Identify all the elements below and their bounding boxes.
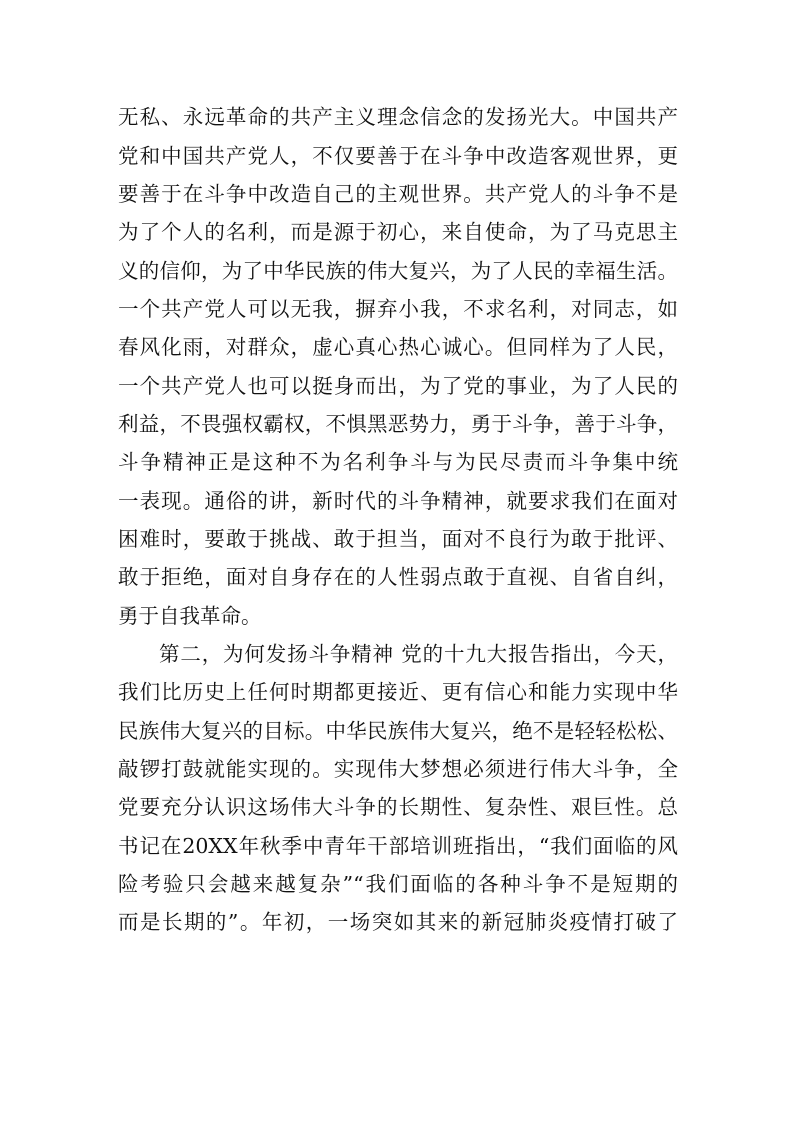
text-line: 敲锣打鼓就能实现的。实现伟大梦想必须进行伟大斗争，全 bbox=[118, 757, 678, 781]
text-line: 斗争精神正是这种不为名利争斗与为民尽责而斗争集中统 bbox=[118, 450, 678, 474]
text-line: 勇于自我革命。 bbox=[118, 604, 262, 628]
paragraph-start-line: 第二，为何发扬斗争精神 党的十九大报告指出，今天， bbox=[159, 642, 678, 666]
text-line: 利益，不畏强权霸权，不惧黑恶势力，勇于斗争，善于斗争， bbox=[118, 412, 678, 436]
text-line: 民族伟大复兴的目标。中华民族伟大复兴，绝不是轻轻松松、 bbox=[118, 719, 678, 743]
text-line: 我们比历史上任何时期都更接近、更有信心和能力实现中华 bbox=[118, 680, 678, 704]
text-line: 要善于在斗争中改造自己的主观世界。共产党人的斗争不是 bbox=[118, 182, 678, 206]
text-line: 敢于拒绝，面对自身存在的人性弱点敢于直视、自省自纠， bbox=[118, 565, 678, 589]
text-line: 无私、永远革命的共产主义理念信念的发扬光大。中国共产 bbox=[118, 105, 678, 129]
text-line: 险考验只会越来越复杂”“我们面临的各种斗争不是短期的 bbox=[118, 872, 678, 896]
text-line: 而是长期的”。年初，一场突如其来的新冠肺炎疫情打破了 bbox=[118, 910, 678, 934]
text-line: 困难时，要敢于挑战、敢于担当，面对不良行为敢于批评、 bbox=[118, 527, 678, 551]
text-line: 春风化雨，对群众，虚心真心热心诚心。但同样为了人民， bbox=[118, 335, 678, 359]
text-line: 一个共产党人可以无我，摒弃小我，不求名利，对同志，如 bbox=[118, 297, 678, 321]
text-line: 党和中国共产党人，不仅要善于在斗争中改造客观世界，更 bbox=[118, 144, 678, 168]
text-line: 为了个人的名利，而是源于初心，来自使命，为了马克思主 bbox=[118, 220, 678, 244]
text-line: 一个共产党人也可以挺身而出，为了党的事业，为了人民的 bbox=[118, 374, 678, 398]
text-line: 书记在20XX年秋季中青年干部培训班指出，“我们面临的风 bbox=[118, 834, 678, 858]
text-line: 义的信仰，为了中华民族的伟大复兴，为了人民的幸福生活。 bbox=[118, 259, 678, 283]
text-line: 党要充分认识这场伟大斗争的长期性、复杂性、艰巨性。总 bbox=[118, 795, 678, 819]
text-line: 一表现。通俗的讲，新时代的斗争精神，就要求我们在面对 bbox=[118, 489, 678, 513]
